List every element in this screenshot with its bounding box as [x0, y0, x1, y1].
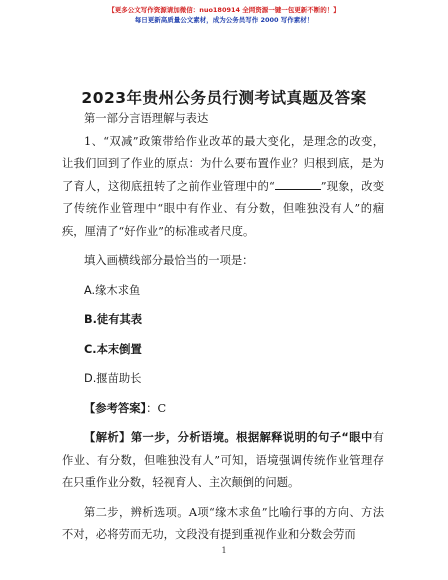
question-part-1: 1、“双减”政策带给作业改革的最大变化，是理念的改变，让我们回到了作业的原点：为什么要布置作业？归根到底，是为了育人，这彻底扭转了之前作业管理中的“: [62, 134, 384, 193]
option-a: A.缘木求鱼: [84, 283, 141, 297]
document-body: [62, 108, 384, 547]
question-text: [62, 131, 384, 244]
option-b: B.徒有其表: [84, 313, 143, 326]
analysis-step-2: 第二步，辨析选项。A项“缘木求鱼”比喻行事的方向、方法不对，必将劳而无功，文段没有提到重视作业和分数会劳而: [62, 505, 384, 541]
section-heading: 第一部分言语理解与表达: [84, 112, 209, 125]
fill-in-blank: [275, 178, 321, 190]
promo-line-blue: 每日更新高质量公文素材，成为公务员写作 2000 写作素材！: [134, 16, 314, 24]
promo-line-red: 【更多公文写作资源请加微信：nuo180914 全网资源一键一包更新不断的！】: [108, 6, 340, 14]
answer-value: ：C: [146, 401, 167, 415]
question-part-2: ”现象，改变了传统作业管理中“眼中有作业、有分数，但唯独没有人”的痼疾，厘清了“好作业”的标准或者尺度。: [62, 179, 384, 238]
answer-label: 【参考答案】: [84, 401, 147, 415]
page-number: 1: [221, 546, 227, 555]
analysis-step-1-head: 第一步，分析语境。根据解释说明的句子“眼中: [130, 431, 373, 444]
answer-line: [62, 398, 384, 421]
question-prompt: 填入画横线部分最恰当的一项是：: [84, 254, 254, 267]
analysis-label: 【解析】: [84, 431, 131, 444]
analysis-step-1-body: 有作业、有分数，但唯独没有人”可知，语境强调传统作业管理存在只重作业分数，轻视育人、主次颠倒的问题。: [62, 431, 384, 489]
option-d: D.揠苗助长: [84, 372, 142, 385]
document-title: 2023年贵州公务员行测考试真题及答案: [81, 89, 367, 107]
analysis-step-1: [62, 427, 384, 495]
promo-banner: [0, 5, 448, 25]
option-c: C.本末倒置: [84, 342, 142, 356]
